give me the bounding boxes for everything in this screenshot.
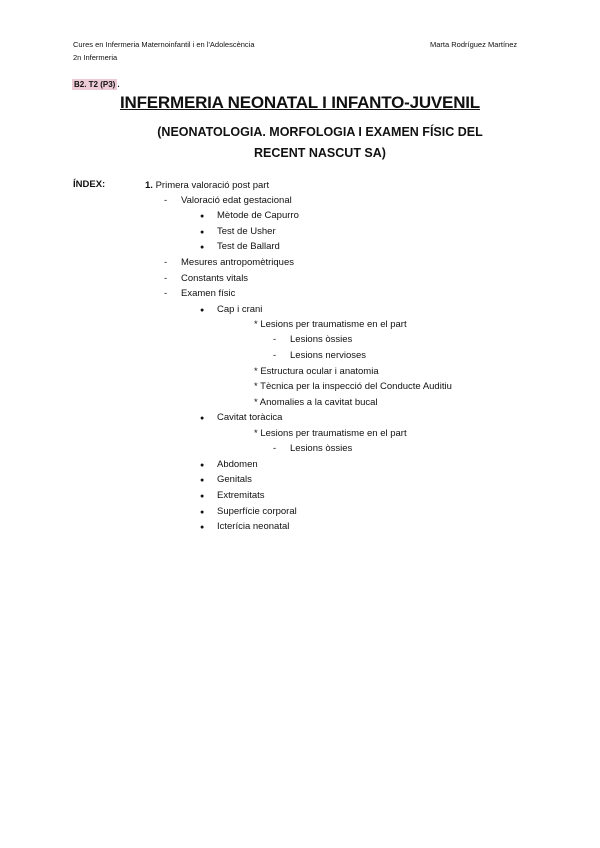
list-item: - Examen físic bbox=[181, 288, 235, 300]
index-section-number: 1. bbox=[145, 180, 153, 191]
list-item: ● Abdomen bbox=[217, 459, 258, 471]
list-item: - Valoració edat gestacional bbox=[181, 195, 292, 207]
section-tag bbox=[72, 80, 120, 89]
list-item: ● Extremitats bbox=[217, 490, 265, 502]
list-item: ● Superfície corporal bbox=[217, 506, 297, 518]
course-title: Cures en Infermeria Maternoinfantil i en l'Adolescència bbox=[73, 40, 255, 49]
list-item: * Lesions per traumatisme en el part bbox=[254, 428, 407, 439]
list-item: ● Cavitat toràcica bbox=[217, 412, 282, 424]
list-item: * Anomalies a la cavitat bucal bbox=[254, 397, 378, 408]
page-title: INFERMERIA NEONATAL I INFANTO-JUVENIL bbox=[119, 93, 480, 112]
list-item: ● Cap i crani bbox=[217, 304, 262, 316]
list-item: ● Genitals bbox=[217, 474, 252, 486]
list-item: * Lesions per traumatisme en el part bbox=[254, 319, 407, 330]
section-tag-suffix: . bbox=[117, 80, 120, 89]
document-header-left bbox=[73, 38, 255, 64]
subtitle-line-2: RECENT NASCUT SA) bbox=[254, 146, 386, 160]
list-item: ● Test de Usher bbox=[217, 226, 276, 238]
list-item: * Estructura ocular i anatomia bbox=[254, 366, 379, 377]
list-item: * Tècnica per la inspecció del Conducte Auditiu bbox=[254, 381, 452, 392]
subtitle-line-1: (NEONATOLOGIA. MORFOLOGIA I EXAMEN FÍSIC DEL bbox=[157, 125, 483, 139]
author-name: Marta Rodríguez Martínez bbox=[430, 40, 518, 49]
list-item: ● Mètode de Capurro bbox=[217, 210, 299, 222]
section-tag-highlight: B2. T2 (P3) bbox=[74, 80, 116, 89]
index-label: ÍNDEX: bbox=[73, 179, 106, 190]
list-item: - Mesures antropomètriques bbox=[181, 257, 294, 269]
list-item: - Lesions nervioses bbox=[290, 350, 366, 362]
list-item: ● Icterícia neonatal bbox=[217, 521, 289, 533]
list-item: - Lesions òssies bbox=[290, 443, 352, 455]
index-section-title: Primera valoració post part bbox=[155, 180, 270, 191]
list-item: - Constants vitals bbox=[181, 273, 248, 285]
list-item: - Lesions òssies bbox=[290, 334, 352, 346]
index-section-1 bbox=[145, 180, 269, 192]
list-item: ● Test de Ballard bbox=[217, 241, 280, 253]
page-subtitle bbox=[140, 122, 500, 164]
course-year: 2n Infermeria bbox=[73, 53, 118, 62]
